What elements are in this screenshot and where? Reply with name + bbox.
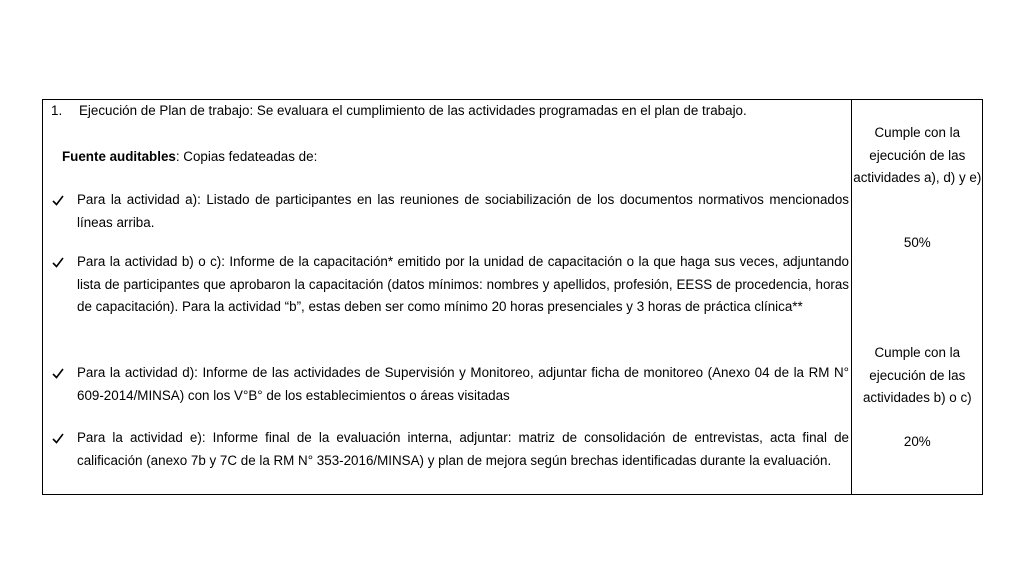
checkmark-icon — [51, 251, 65, 273]
checkmark-icon — [51, 427, 65, 449]
criterion-text: Cumple con la ejecución de las actividades b) o c) — [862, 345, 972, 406]
heading-number: 1. — [51, 103, 63, 118]
criterion-percent: 20% — [903, 434, 931, 449]
list-item — [77, 251, 849, 319]
list-item-text: Para la actividad d): Informe de las actividades de Supervisión y Monitoreo, adjuntar ficha de monitoreo (Anexo 04 de la RM N° 609-2014/MINSA) con los V°B° de los establecimientos o áreas visitadas — [77, 365, 849, 403]
list-item — [77, 427, 849, 472]
list-item-text: Para la actividad a): Listado de participantes en las reuniones de sociabilización de los documentos normativos mencionados líneas arriba. — [77, 192, 849, 230]
criterion-percent: 50% — [903, 235, 931, 250]
list-item — [77, 189, 849, 234]
evaluation-table — [42, 99, 983, 495]
source-line — [62, 146, 317, 169]
heading-line — [51, 100, 747, 123]
list-item-text: Para la actividad b) o c): Informe de la capacitación* emitido por la unidad de capacitación o la que haga sus veces, adjuntando lista de participantes que aprobaron la capacitación (datos mínimos: nombres y apellidos, profesión, EESS de procedencia, horas de capacitación). Para la actividad “b”, estas deben ser como mínimo 20 horas presenciales y 3 horas de práctica clínica** — [77, 254, 849, 315]
list-item — [77, 362, 849, 407]
list-item-text: Para la actividad e): Informe final de la evaluación interna, adjuntar: matriz de consolidación de entrevistas, acta final de calificación (anexo 7b y 7C de la RM N° 353-2016/MINSA) y plan de mejora según brechas identificadas durante la evaluación. — [77, 430, 849, 468]
criteria-cell — [852, 100, 982, 494]
source-text: : Copias fedateadas de: — [175, 149, 318, 164]
checkmark-icon — [51, 189, 65, 211]
requirements-cell — [43, 100, 852, 494]
criterion-text: Cumple con la ejecución de las actividades a), d) y e) — [853, 125, 982, 186]
checkmark-icon — [51, 362, 65, 384]
source-label: Fuente auditables — [62, 149, 176, 164]
heading-text: Ejecución de Plan de trabajo: Se evaluara el cumplimiento de las actividades programadas en el plan de trabajo. — [79, 103, 747, 118]
